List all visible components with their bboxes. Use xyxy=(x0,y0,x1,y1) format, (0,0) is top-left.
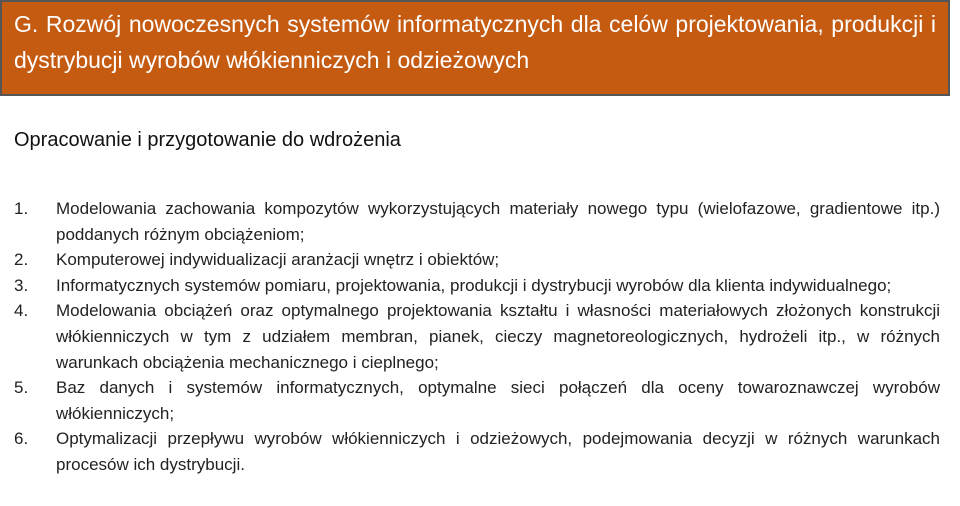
section-banner xyxy=(0,0,950,96)
numbered-list xyxy=(14,196,940,478)
list-item-number: 1. xyxy=(14,199,29,218)
list-item-text: Modelowania obciążeń oraz optymalnego projektowania kształtu i własności materiałowych złożonych konstrukcji włókienniczych w tym z udziałem membran, pianek, cieczy magnetoreologicznych, hydrożeli itp., w różnych warunkach obciążenia mechanicznego i cieplnego; xyxy=(56,301,940,372)
subheading: Opracowanie i przygotowanie do wdrożenia xyxy=(14,129,401,151)
list-item-1 xyxy=(14,196,940,247)
list-item-text: Optymalizacji przepływu wyrobów włókienniczych i odzieżowych, podejmowania decyzji w różnych warunkach procesów ich dystrybucji. xyxy=(56,429,940,474)
list-item-text: Komputerowej indywidualizacji aranżacji wnętrz i obiektów; xyxy=(56,250,500,270)
list-item-4 xyxy=(14,298,940,375)
list-item-text: Modelowania zachowania kompozytów wykorzystujących materiały nowego typu (wielofazowe, gradientowe itp.) poddanych różnym obciążeniom; xyxy=(56,199,940,244)
section-title: G. Rozwój nowoczesnych systemów informatycznych dla celów projektowania, produkcji i dystrybucji wyrobów włókienniczych i odzieżowych xyxy=(14,11,936,73)
list-item-text: Informatycznych systemów pomiaru, projektowania, produkcji i dystrybucji wyrobów dla klienta indywidualnego; xyxy=(56,275,892,295)
list-item-2 xyxy=(14,247,940,273)
list-item-number: 6. xyxy=(14,429,29,449)
list-item-text: Baz danych i systemów informatycznych, optymalne sieci połączeń dla oceny towaroznawczej wyrobów włókienniczych; xyxy=(56,378,940,423)
list-item-6 xyxy=(14,426,940,477)
list-item-number: 3. xyxy=(14,275,29,295)
list-item-number: 2. xyxy=(14,250,29,270)
list-item-3 xyxy=(14,273,940,299)
list-item-number: 5. xyxy=(14,378,29,398)
list-item-number: 4. xyxy=(14,301,29,321)
list-item-5 xyxy=(14,375,940,426)
